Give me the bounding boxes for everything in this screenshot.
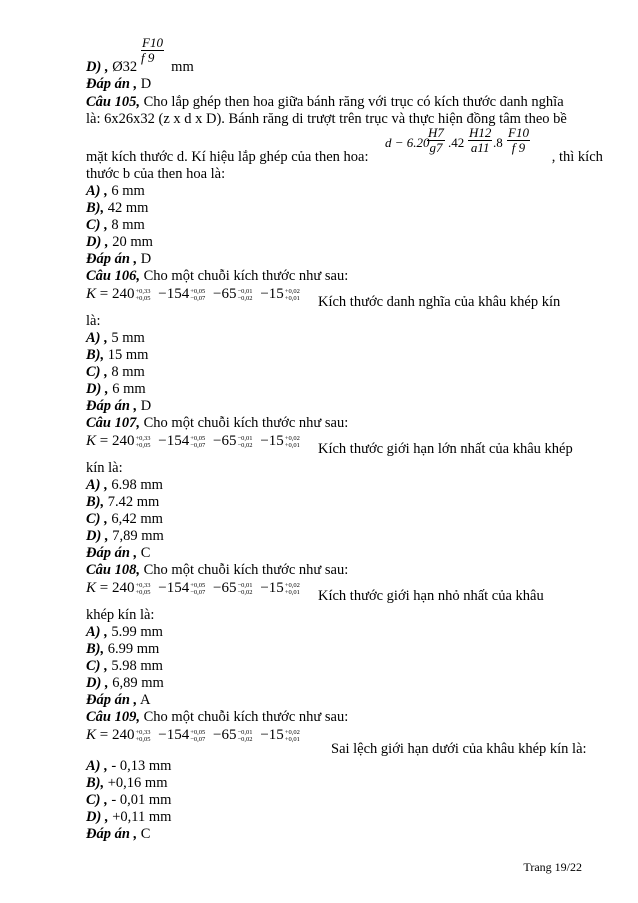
option-d-109[interactable]: D) , +0,11 mm	[86, 809, 172, 825]
fraction-numerator: F10	[142, 35, 163, 50]
dimension-chain-106: K = 240 +0,33 +0,05 −154 +0,05 −0,07 −65 −0,01 −0,02 −15 +0,02 +0,01	[86, 286, 300, 302]
question-109-intro: Câu 109, Cho một chuỗi kích thước như sau:	[86, 709, 349, 725]
formula-mid1: .42	[448, 135, 465, 150]
option-b-108[interactable]: B), 6.99 mm	[86, 641, 160, 657]
answer-106: Đáp án , D	[86, 398, 152, 414]
question-106-intro: Câu 106, Cho một chuỗi kích thước như sau:	[86, 268, 349, 284]
option-c-105[interactable]: C) , 8 mm	[86, 217, 145, 233]
fraction-denominator: f 9	[141, 50, 155, 65]
fraction-h7-g7: $\frac{H7}{g7}$	[428, 125, 444, 155]
option-d-106[interactable]: D) , 6 mm	[86, 381, 146, 397]
dimension-chain-108: K = 240 +0,33 +0,05 −154 +0,05 −0,07 −65 −0,01 −0,02 −15 +0,02 +0,01	[86, 580, 300, 596]
option-b-109[interactable]: B), +0,16 mm	[86, 775, 168, 791]
question-106-tail: Kích thước danh nghĩa của khâu khép kín	[318, 294, 561, 310]
question-105-line2: là: 6x26x32 (z x d x D). Bánh răng di trượt trên trục và thực hiện đồng tâm theo bề	[86, 111, 567, 127]
option-d-105[interactable]: D) , 20 mm	[86, 234, 153, 250]
option-a-105[interactable]: A) , 6 mm	[86, 183, 145, 199]
fraction-h12-a11: $\frac{H12}{a11}$	[469, 125, 492, 155]
formula-prefix: d − 6.20	[385, 135, 430, 150]
option-a-106[interactable]: A) , 5 mm	[86, 330, 145, 346]
option-c-109[interactable]: C) , - 0,01 mm	[86, 792, 172, 808]
option-a-107[interactable]: A) , 6.98 mm	[86, 477, 163, 493]
option-b-107[interactable]: B), 7.42 mm	[86, 494, 160, 510]
option-c-106[interactable]: C) , 8 mm	[86, 364, 145, 380]
dimension-chain-109: K = 240 +0,33 +0,05 −154 +0,05 −0,07 −65 −0,01 −0,02 −15 +0,02 +0,01	[86, 727, 300, 743]
dimension-chain-107: K = 240 +0,33 +0,05 −154 +0,05 −0,07 −65 −0,01 −0,02 −15 +0,02 +0,01	[86, 433, 300, 449]
option-a-109[interactable]: A) , - 0,13 mm	[86, 758, 172, 774]
question-106-tail2: là:	[86, 313, 101, 329]
question-108-tail2: khép kín là:	[86, 607, 155, 623]
option-b-105[interactable]: B), 42 mm	[86, 200, 149, 216]
question-107-intro: Câu 107, Cho một chuỗi kích thước như sau:	[86, 415, 349, 431]
question-105-line1: Câu 105, Cho lắp ghép then hoa giữa bánh răng với trục có kích thước danh nghĩa	[86, 94, 564, 110]
formula-mid2: .8	[493, 135, 503, 150]
question-107-tail2: kín là:	[86, 460, 123, 476]
answer-top: Đáp án , D	[86, 76, 152, 92]
question-105-line4: thước b của then hoa là:	[86, 166, 226, 182]
answer-109: Đáp án , C	[86, 826, 151, 842]
option-d-top: D) , Ø32 mm	[86, 59, 194, 75]
option-a-108[interactable]: A) , 5.99 mm	[86, 624, 163, 640]
option-c-107[interactable]: C) , 6,42 mm	[86, 511, 163, 527]
question-109-tail: Sai lệch giới hạn dưới của khâu khép kín là:	[331, 741, 587, 757]
question-105-line3: mặt kích thước d. Kí hiệu lắp ghép của then hoa: , thì kích	[86, 149, 603, 165]
answer-105: Đáp án , D	[86, 251, 152, 267]
question-108-intro: Câu 108, Cho một chuỗi kích thước như sau:	[86, 562, 349, 578]
page-number: Trang 19/22	[523, 860, 582, 874]
option-b-106[interactable]: B), 15 mm	[86, 347, 149, 363]
question-108-tail: Kích thước giới hạn nhỏ nhất của khâu	[318, 588, 544, 604]
option-d-108[interactable]: D) , 6,89 mm	[86, 675, 164, 691]
option-d-107[interactable]: D) , 7,89 mm	[86, 528, 164, 544]
answer-108: Đáp án , A	[86, 692, 151, 708]
fraction-f10-f9-b: $\frac{F10}{f 9}$	[508, 125, 529, 155]
answer-107: Đáp án , C	[86, 545, 151, 561]
question-107-tail: Kích thước giới hạn lớn nhất của khâu khép	[318, 441, 573, 457]
option-c-108[interactable]: C) , 5.98 mm	[86, 658, 163, 674]
